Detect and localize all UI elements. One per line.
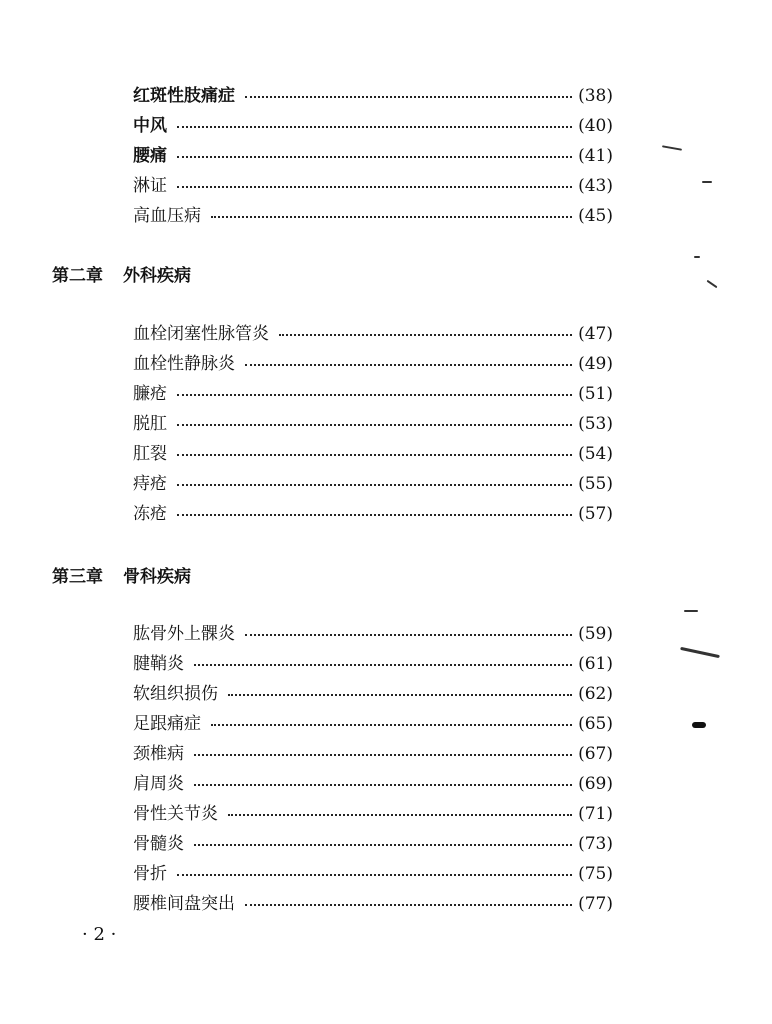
toc-entry[interactable]	[133, 889, 613, 919]
toc-entry-title: 血栓性静脉炎	[133, 354, 235, 374]
toc-entry-page: (75)	[578, 864, 613, 884]
toc-entry-page: (55)	[578, 474, 613, 494]
toc-leader-dots	[245, 364, 572, 366]
toc-entry-page: (65)	[578, 714, 613, 734]
toc-leader-dots	[211, 216, 572, 218]
toc-entry-page: (41)	[578, 146, 613, 166]
scan-artifact-mark	[680, 647, 720, 658]
toc-entry-page: (43)	[578, 176, 613, 196]
toc-leader-dots	[211, 724, 572, 726]
toc-entry-title: 足跟痛症	[133, 714, 201, 734]
toc-entry[interactable]	[133, 499, 613, 529]
toc-entry-title: 冻疮	[133, 504, 167, 524]
scan-artifact-mark	[702, 181, 712, 183]
toc-entry-page: (57)	[578, 504, 613, 524]
toc-leader-dots	[245, 96, 572, 98]
chapter-label: 第二章	[52, 266, 103, 286]
toc-entry[interactable]	[133, 859, 613, 889]
toc-entry-title: 腰痛	[133, 146, 167, 166]
page-number: · 2 ·	[82, 924, 117, 945]
toc-entry[interactable]	[133, 709, 613, 739]
toc-entry[interactable]	[133, 619, 613, 649]
toc-entry-page: (67)	[578, 744, 613, 764]
toc-entry-title: 骨折	[133, 864, 167, 884]
toc-entry-title: 骨性关节炎	[133, 804, 218, 824]
toc-entry-title: 软组织损伤	[133, 684, 218, 704]
toc-entry-title: 肱骨外上髁炎	[133, 624, 235, 644]
chapter-title: 外科疾病	[123, 266, 191, 286]
toc-entry-page: (54)	[578, 444, 613, 464]
toc-leader-dots	[177, 424, 572, 426]
toc-entry[interactable]	[133, 141, 613, 171]
toc-leader-dots	[279, 334, 572, 336]
toc-entry-page: (69)	[578, 774, 613, 794]
toc-entry[interactable]	[133, 409, 613, 439]
toc-entry-title: 脱肛	[133, 414, 167, 434]
chapter-heading-2[interactable]	[52, 261, 191, 291]
toc-entry[interactable]	[133, 469, 613, 499]
toc-group-chapter-3	[133, 619, 613, 919]
toc-entry[interactable]	[133, 111, 613, 141]
toc-entry[interactable]	[133, 171, 613, 201]
toc-group-chapter-2	[133, 319, 613, 529]
toc-leader-dots	[177, 186, 572, 188]
toc-leader-dots	[177, 126, 572, 128]
scan-artifact-mark	[662, 145, 682, 150]
toc-entry-page: (61)	[578, 654, 613, 674]
toc-entry-page: (71)	[578, 804, 613, 824]
scan-artifact-mark	[692, 722, 706, 728]
scan-artifact-mark	[694, 256, 700, 258]
toc-entry-page: (49)	[578, 354, 613, 374]
toc-leader-dots	[177, 874, 572, 876]
toc-leader-dots	[194, 664, 572, 666]
toc-entry-page: (53)	[578, 414, 613, 434]
toc-entry-page: (40)	[578, 116, 613, 136]
toc-entry-title: 中风	[133, 116, 167, 136]
toc-entry[interactable]	[133, 799, 613, 829]
toc-entry-page: (38)	[578, 86, 613, 106]
toc-leader-dots	[177, 394, 572, 396]
toc-leader-dots	[194, 784, 572, 786]
toc-entry-title: 红斑性肢痛症	[133, 86, 235, 106]
toc-leader-dots	[194, 844, 572, 846]
toc-entry[interactable]	[133, 439, 613, 469]
toc-entry-page: (73)	[578, 834, 613, 854]
toc-entry[interactable]	[133, 769, 613, 799]
toc-leader-dots	[228, 814, 572, 816]
toc-leader-dots	[194, 754, 572, 756]
scan-artifact-mark	[684, 610, 698, 612]
chapter-title: 骨科疾病	[123, 567, 191, 587]
toc-entry-page: (45)	[578, 206, 613, 226]
toc-leader-dots	[245, 904, 572, 906]
toc-entry[interactable]	[133, 201, 613, 231]
toc-group-chapter-1-continued	[133, 81, 613, 231]
chapter-heading-3[interactable]	[52, 562, 191, 592]
toc-entry-title: 痔疮	[133, 474, 167, 494]
toc-entry-title: 骨髓炎	[133, 834, 184, 854]
toc-entry[interactable]	[133, 349, 613, 379]
toc-entry[interactable]	[133, 81, 613, 111]
toc-entry[interactable]	[133, 829, 613, 859]
toc-leader-dots	[177, 484, 572, 486]
toc-entry-title: 淋证	[133, 176, 167, 196]
chapter-label: 第三章	[52, 567, 103, 587]
toc-entry-page: (51)	[578, 384, 613, 404]
toc-entry-page: (62)	[578, 684, 613, 704]
toc-leader-dots	[177, 156, 572, 158]
toc-entry-page: (77)	[578, 894, 613, 914]
toc-entry-title: 腱鞘炎	[133, 654, 184, 674]
toc-leader-dots	[245, 634, 572, 636]
toc-entry[interactable]	[133, 739, 613, 769]
toc-leader-dots	[228, 694, 572, 696]
scan-artifact-mark	[707, 280, 718, 289]
toc-entry-page: (59)	[578, 624, 613, 644]
toc-entry-title: 高血压病	[133, 206, 201, 226]
toc-entry-page: (47)	[578, 324, 613, 344]
toc-entry-title: 血栓闭塞性脉管炎	[133, 324, 269, 344]
toc-entry-title: 肛裂	[133, 444, 167, 464]
toc-leader-dots	[177, 514, 572, 516]
toc-entry[interactable]	[133, 319, 613, 349]
toc-entry[interactable]	[133, 379, 613, 409]
toc-entry[interactable]	[133, 649, 613, 679]
toc-entry-title: 颈椎病	[133, 744, 184, 764]
toc-entry-title: 肩周炎	[133, 774, 184, 794]
toc-entry-title: 臁疮	[133, 384, 167, 404]
toc-entry-title: 腰椎间盘突出	[133, 894, 235, 914]
toc-entry[interactable]	[133, 679, 613, 709]
toc-leader-dots	[177, 454, 572, 456]
